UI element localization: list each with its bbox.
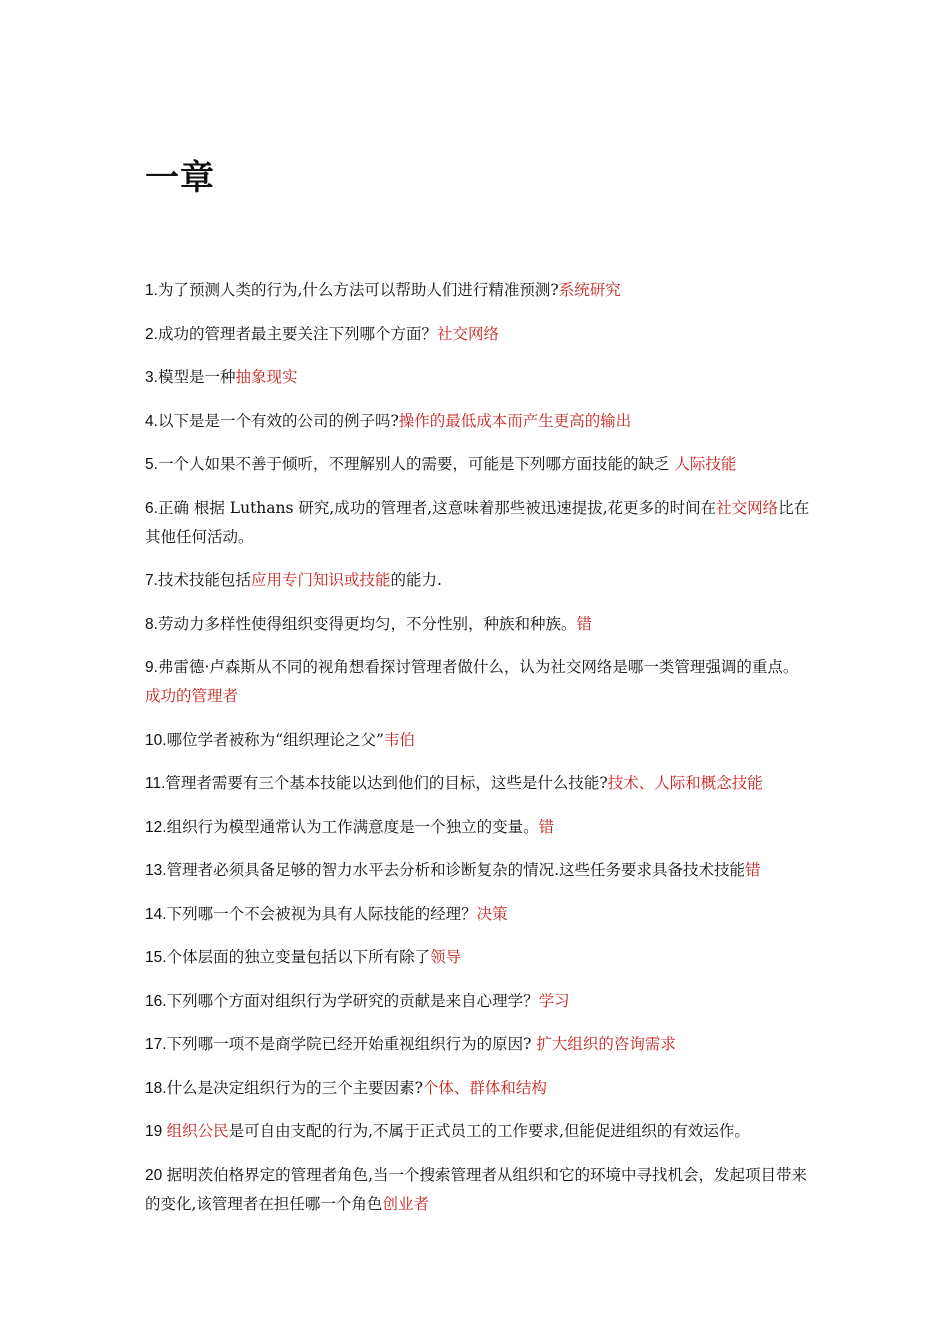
question-number: 13. (145, 862, 167, 879)
question-text: 据明茨伯格界定的管理者角色,当一个搜索管理者从组织和它的环境中寻找机会，发起项目带来的变化,该管理者在担任哪一个角色 (145, 1165, 807, 1213)
answer-text: 创业者 (382, 1194, 429, 1213)
answer-text: 错 (576, 614, 592, 633)
question-item (145, 653, 813, 711)
answer-text: 错 (538, 817, 555, 836)
question-number: 4. (145, 412, 158, 430)
question-text: 劳动力多样性使得组织变得更均匀，不分性别，种族和种族。 (157, 614, 577, 633)
question-number: 6. (145, 499, 158, 517)
question-text: 以下是是一个有效的公司的例子吗? (157, 411, 399, 430)
answer-text: 个体、群体和结构 (422, 1078, 547, 1097)
question-item (145, 610, 813, 639)
question-item (145, 856, 813, 885)
answer-text: 抽象现实 (235, 368, 298, 386)
answer-text: 应用专门知识或技能 (250, 571, 391, 589)
answer-text: 错 (745, 861, 761, 879)
question-text: 是可自由支配的行为,不属于正式员工的工作要求,但能促进组织的有效运作。 (228, 1122, 750, 1140)
question-item (145, 1161, 813, 1219)
question-text: 个体层面的独立变量包括以下所有除了 (166, 948, 431, 966)
answer-text: 系统研究 (558, 281, 621, 299)
question-number: 5. (145, 456, 158, 473)
question-text: 模型是一种 (157, 368, 236, 386)
answer-text: 社交网络 (716, 498, 779, 517)
answer-text: 社交网络 (436, 324, 499, 343)
question-item (145, 813, 813, 842)
question-number: 17. (145, 1036, 167, 1053)
answer-text: 人际技能 (674, 455, 737, 473)
question-text: 一个人如果不善于倾听，不理解别人的需要，可能是下列哪方面技能的缺乏 (157, 455, 675, 473)
question-text: 什么是决定组织行为的三个主要因素? (166, 1078, 423, 1097)
question-item (145, 987, 813, 1016)
question-number: 2. (145, 325, 158, 343)
question-text: 组织行为模型通常认为工作满意度是一个独立的变量。 (166, 817, 539, 836)
question-number: 10. (145, 731, 167, 749)
question-number: 19 (145, 1123, 167, 1140)
answer-text: 扩大组织的咨询需求 (536, 1035, 676, 1053)
question-text: 下列哪一项不是商学院已经开始重视组织行为的原因? (166, 1035, 537, 1053)
question-text: 正确 根据 Luthans 研究,成功的管理者,这意味着那些被迅速提拔,花更多的时间在 (157, 498, 717, 517)
question-item (145, 276, 813, 305)
answer-text: 技术、人际和概念技能 (607, 774, 763, 792)
question-item (145, 566, 813, 595)
question-number: 8. (145, 615, 158, 633)
answer-text: 韦伯 (383, 730, 415, 749)
answer-text: 决策 (476, 904, 508, 923)
answer-text: 领导 (430, 948, 462, 966)
question-text: 下列哪个方面对组织行为学研究的贡献是来自心理学？ (166, 991, 539, 1010)
question-text: 哪位学者被称为“组织理论之父” (166, 730, 384, 749)
question-text: 为了预测人类的行为,什么方法可以帮助人们进行精准预测? (157, 281, 559, 299)
question-text: 技术技能包括 (157, 571, 251, 589)
question-text: 下列哪一个不会被视为具有人际技能的经理？ (166, 904, 477, 923)
question-text: 的能力. (390, 571, 442, 589)
question-item (145, 1117, 813, 1146)
question-number: 7. (145, 572, 158, 589)
question-number: 11. (145, 775, 166, 792)
question-number: 16. (145, 992, 167, 1010)
answer-text: 成功的管理者 (145, 687, 239, 705)
chapter-title: 一章 (145, 158, 215, 198)
question-text: 弗雷德·卢森斯从不同的视角想看探讨管理者做什么，认为社交网络是哪一类管理强调的重点。 (157, 658, 799, 676)
question-item (145, 494, 813, 552)
question-item (145, 1030, 813, 1059)
question-item (145, 1074, 813, 1103)
answer-text: 学习 (538, 991, 570, 1010)
question-item (145, 320, 813, 349)
question-item (145, 363, 813, 392)
question-item (145, 450, 813, 479)
question-number: 15. (145, 949, 167, 966)
question-number: 18. (145, 1079, 167, 1097)
question-item (145, 900, 813, 929)
question-item (145, 943, 813, 972)
question-text: 成功的管理者最主要关注下列哪个方面？ (157, 324, 437, 343)
question-list (145, 276, 813, 1233)
question-text: 管理者需要有三个基本技能以达到他们的目标，这些是什么技能? (165, 774, 608, 792)
question-item (145, 407, 813, 436)
question-number: 1. (145, 282, 158, 299)
question-number: 3. (145, 369, 158, 386)
question-text: 比在其他任何活动。 (145, 498, 810, 546)
answer-text: 操作的最低成本而产生更高的输出 (398, 411, 632, 430)
question-item (145, 769, 813, 798)
question-text: 管理者必须具备足够的智力水平去分析和诊断复杂的情况.这些任务要求具备技术技能 (166, 861, 745, 879)
question-number: 9. (145, 659, 158, 676)
question-item (145, 726, 813, 755)
question-number: 12. (145, 818, 167, 836)
question-number: 20 (145, 1166, 167, 1184)
answer-text: 组织公民 (166, 1122, 229, 1140)
question-number: 14. (145, 905, 167, 923)
